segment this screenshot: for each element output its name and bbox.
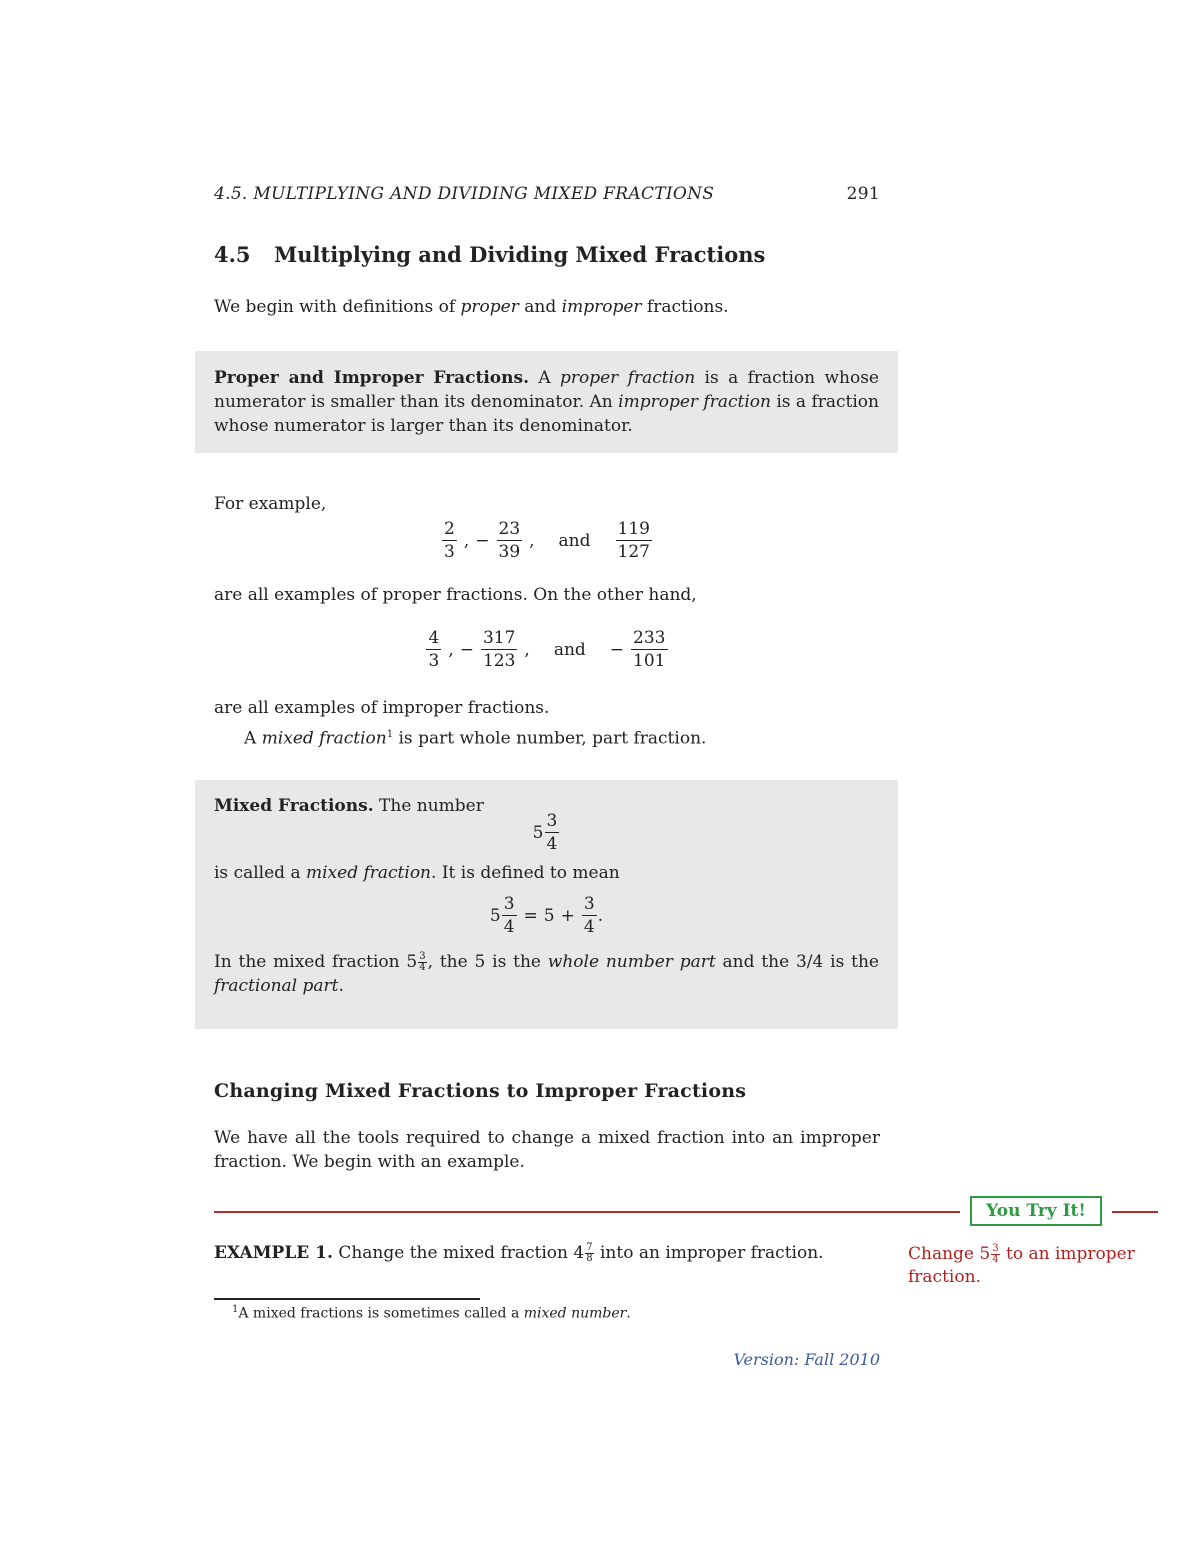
term-fractional-part: fractional part [214,976,339,996]
numerator: 233 [633,628,666,648]
section-title-text: Multiplying and Dividing Mixed Fractions [274,242,766,267]
mixed-fractions-box [195,780,898,1029]
term-improper-fraction: improper fraction [618,392,771,412]
and-word: and [553,639,586,660]
proper-examples [214,518,880,563]
whole-part: 5 [489,905,501,926]
mixed-left [490,893,518,938]
term-proper-fraction: proper fraction [560,368,696,388]
mixed-box-explanation [214,950,879,998]
fraction [442,518,457,563]
mixed-intro [244,723,706,751]
section-title [214,242,765,267]
for-example: For example, [214,494,327,514]
fraction [426,627,441,672]
mixed-box-text: In the mixed fraction [214,952,407,972]
example-rule [214,1211,960,1213]
denominator: 4 [419,962,426,973]
mixed-box-text: . It is defined to mean [431,863,620,883]
numerator: 119 [617,519,650,539]
subsection-text: We have all the tools required to change a mixed fraction into an improper fraction. We begin with an example. [214,1128,880,1172]
term-mixed-fraction: mixed fraction [261,728,387,749]
definition-part: is a fraction whose numerator is smaller than its denominator. An [214,368,879,412]
denominator: 4 [503,917,515,937]
intro-proper: proper [460,297,519,317]
mixed-box-text: , the 5 is the [427,952,548,972]
fraction [616,518,652,563]
running-title: 4.5. MULTIPLYING AND DIVIDING MIXED FRACTIONS [214,184,715,204]
whole-number: 5 [543,905,555,926]
mixed-box-text: is called a [214,863,306,883]
mixed-definition-equation [214,893,879,938]
mixed-box-text: and the 3/4 is the [715,952,879,972]
numerator: 4 [428,628,440,648]
period: . [597,905,604,926]
mixed-box-text: . [338,976,344,996]
inline-fraction [991,1244,999,1265]
example-text: Change the mixed fraction [332,1243,574,1263]
example-text: into an improper fraction. [594,1243,824,1263]
whole-part: 4 [573,1243,585,1263]
comma: , [524,639,530,660]
fraction [497,518,523,563]
section-number: 4.5 [214,242,251,267]
definition-part: A [529,368,560,388]
mixed-box-content [195,780,898,998]
denominator: 4 [546,834,558,854]
denominator: 4 [992,1254,999,1265]
version-label: Version: Fall 2010 [733,1350,880,1369]
definition-lead: Proper and Improper Fractions. [214,368,529,388]
numerator: 3 [419,951,426,962]
you-try-it-badge: You Try It! [970,1196,1102,1226]
plus-sign: + [560,905,575,926]
footnote-rule [214,1298,480,1300]
equals-sign: = [523,905,538,926]
subsection-title: Changing Mixed Fractions to Improper Fractions [214,1080,747,1102]
intro-text: and [518,297,562,317]
term-mixed-number: mixed number [523,1305,627,1322]
denominator: 3 [428,651,440,671]
numerator: 3 [992,1243,999,1254]
footnote-text: A mixed fractions is sometimes called a [238,1305,524,1322]
mixed-right [581,893,603,938]
mixed-box-def-line [214,861,879,885]
intro-paragraph [214,295,729,319]
mixed-intro-text: A [244,728,262,749]
comma: , [529,530,535,551]
definition-box [195,351,898,453]
mixed-intro-text: is part whole number, part fraction. [393,728,707,749]
and-word: and [558,530,591,551]
mixed-box-lead: Mixed Fractions. [214,796,374,816]
footnote-marker: 1 [232,1304,239,1315]
term-mixed-fraction: mixed fraction [305,863,432,883]
numerator: 7 [586,1242,593,1253]
numerator: 2 [444,519,455,539]
comma: , [463,530,470,551]
minus-sign: − [475,530,490,551]
margin-text: to an improper fraction. [908,1244,1135,1287]
intro-improper: improper [561,297,642,317]
footnote-marker: 1 [386,729,394,740]
margin-text: Change [908,1244,980,1264]
fraction [502,893,517,938]
whole-part: 5 [406,952,418,972]
example-rule-right [1112,1211,1158,1213]
intro-text: fractions. [641,297,729,317]
denominator: 101 [633,651,666,671]
inline-fraction [418,952,426,973]
numerator: 317 [482,628,516,648]
example-label: EXAMPLE 1. [214,1243,333,1263]
numerator: 3 [503,894,515,914]
fraction [631,627,667,672]
intro-text: We begin with definitions of [214,297,461,317]
whole-part: 5 [532,822,544,843]
definition-text [195,351,898,438]
footnote [232,1304,631,1322]
page-number: 291 [846,184,880,204]
numerator: 3 [546,811,558,831]
denominator: 123 [482,651,516,671]
margin-exercise [908,1243,1158,1289]
improper-examples [214,627,880,672]
denominator: 4 [583,917,595,937]
example-1 [214,1243,824,1264]
numerator: 23 [498,519,521,539]
definition-part: is a fraction whose numerator is larger than its denominator. [214,392,879,436]
minus-sign: − [609,639,625,660]
term-whole-number-part: whole number part [547,952,716,972]
inline-fraction [585,1243,593,1264]
denominator: 3 [444,542,455,562]
running-head [214,184,880,204]
denominator: 127 [617,542,650,562]
denominator: 8 [586,1253,593,1264]
footnote-text: . [626,1305,631,1322]
fraction [582,893,597,938]
mixed-box-text: The number [373,796,484,816]
comma: , [448,639,454,660]
proper-text: are all examples of proper fractions. On the other hand, [214,585,697,605]
fraction [545,810,560,855]
minus-sign: − [459,639,474,660]
improper-text: are all examples of improper fractions. [214,698,550,718]
whole-part: 5 [979,1244,991,1264]
denominator: 39 [498,542,521,562]
numerator: 3 [583,894,595,914]
fraction [481,627,517,672]
